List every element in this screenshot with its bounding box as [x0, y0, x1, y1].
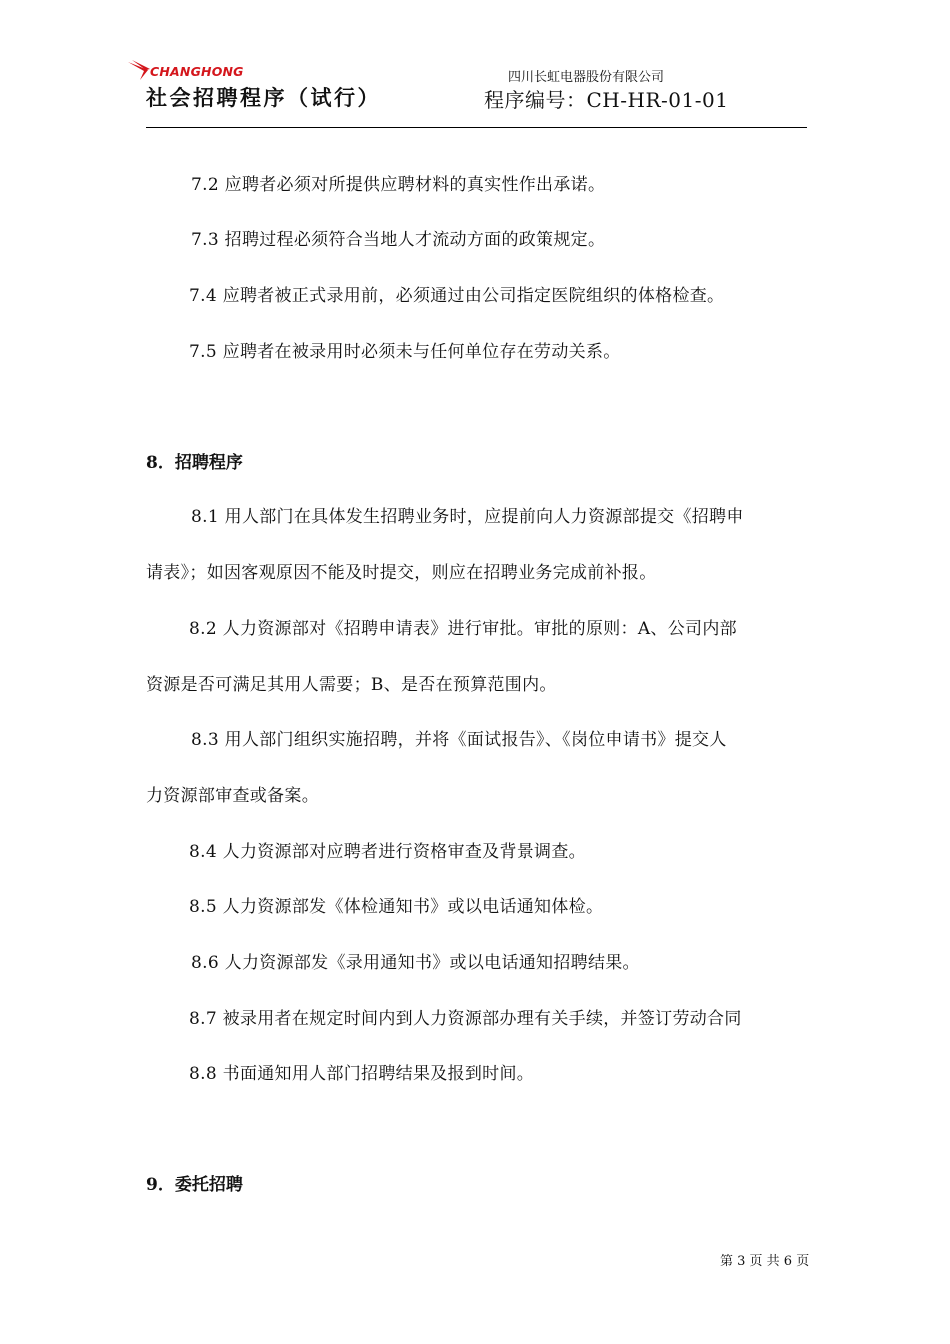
paragraph-8-1-line2: 请表》；如因客观原因不能及时提交，则应在招聘业务完成前补报。: [146, 563, 657, 583]
section-heading-8: 8．招聘程序: [146, 453, 243, 473]
page-number: 第 3 页 共 6 页: [720, 1254, 810, 1269]
procedure-code: 程序编号：CH-HR-01-01: [484, 88, 729, 112]
paragraph-8-2-line2: 资源是否可满足其用人需要；B、是否在预算范围内。: [146, 675, 557, 695]
paragraph-7-4: 7.4 应聘者被正式录用前，必须通过由公司指定医院组织的体格检查。: [189, 286, 725, 306]
paragraph-8-2-line1: 8.2 人力资源部对《招聘申请表》进行审批。审批的原则：A、公司内部: [189, 619, 737, 639]
section-heading-9: 9．委托招聘: [146, 1175, 243, 1195]
paragraph-8-3-line2: 力资源部审查或备案。: [146, 786, 319, 806]
company-name: 四川长虹电器股份有限公司: [508, 70, 665, 85]
paragraph-8-5: 8.5 人力资源部发《体检通知书》或以电话通知体检。: [189, 897, 604, 917]
paragraph-7-3: 7.3 招聘过程必须符合当地人才流动方面的政策规定。: [191, 230, 606, 250]
logo-text: CHANGHONG: [150, 64, 244, 79]
document-title: 社会招聘程序（试行）: [146, 85, 381, 110]
header-divider: [146, 127, 807, 128]
paragraph-8-1-line1: 8.1 用人部门在具体发生招聘业务时，应提前向人力资源部提交《招聘申: [191, 507, 744, 527]
paragraph-7-5: 7.5 应聘者在被录用时必须未与任何单位存在劳动关系。: [189, 342, 621, 362]
paragraph-8-8: 8.8 书面通知用人部门招聘结果及报到时间。: [189, 1064, 535, 1084]
paragraph-8-6: 8.6 人力资源部发《录用通知书》或以电话通知招聘结果。: [191, 953, 640, 973]
paragraph-7-2: 7.2 应聘者必须对所提供应聘材料的真实性作出承诺。: [191, 175, 606, 195]
paragraph-8-4: 8.4 人力资源部对应聘者进行资格审查及背景调查。: [189, 842, 586, 862]
paragraph-8-7: 8.7 被录用者在规定时间内到人力资源部办理有关手续，并签订劳动合同: [189, 1009, 742, 1029]
paragraph-8-3-line1: 8.3 用人部门组织实施招聘，并将《面试报告》、《岗位申请书》提交人: [191, 730, 727, 750]
